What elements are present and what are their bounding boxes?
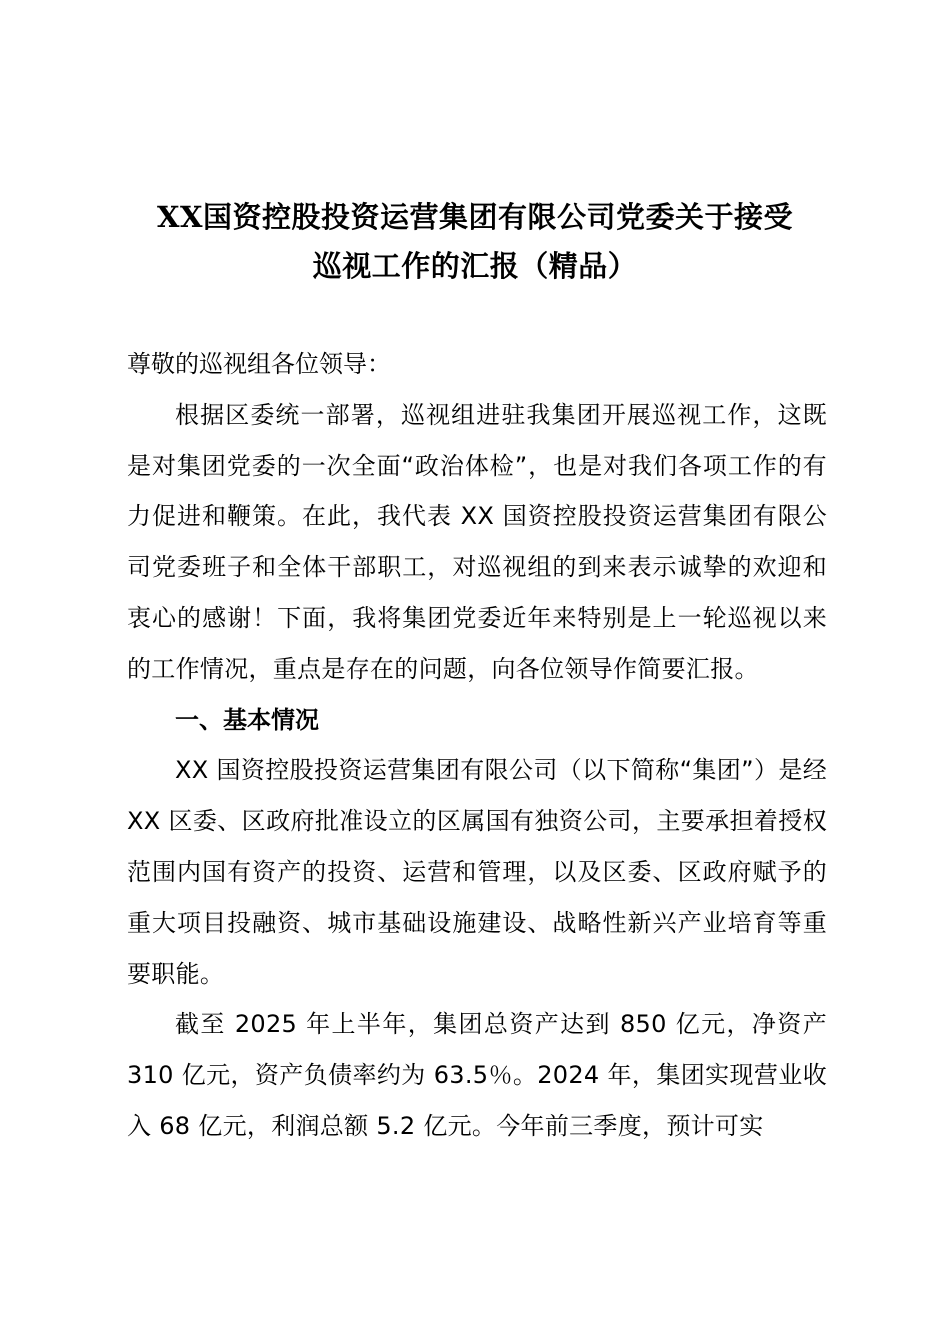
document-body [127,339,827,1152]
intro-paragraph: 根据区委统一部署，巡视组进驻我集团开展巡视工作，这既是对集团党委的一次全面“政治体检”，也是对我们各项工作的有力促进和鞭策。在此，我代表 XX 国资控股投资运营集团有限公司党委班子和全体干部职工，对巡视组的到来表示诚挚的欢迎和衷心的感谢！下面，我将集团党委近年来特别是上一轮巡视以来的工作情况，重点是存在的问题，向各位领导作简要汇报。 [127,400,827,683]
section1-paragraph-1: XX 国资控股投资运营集团有限公司（以下简称“集团”）是经 XX 区委、区政府批准设立的区属国有独资公司，主要承担着授权范围内国有资产的投资、运营和管理，以及区委、区政府赋予的重大项目投融资、城市基础设施建设、战略性新兴产业培育等重要职能。 [127,756,827,988]
section1-paragraph-2: 截至 2025 年上半年，集团总资产达到 850 亿元，净资产 310 亿元，资产负债率约为 63.5％。2024 年，集团实现营业收入 68 亿元，利润总额 5.2 亿元。今年前三季度，预计可实 [127,1010,827,1140]
document-title [110,193,840,291]
title-line-2: 巡视工作的汇报（精品） [312,249,638,283]
salutation: 尊敬的巡视组各位领导： [127,350,391,378]
section-heading-basic-situation: 一、基本情况 [175,705,319,734]
title-line-1: XX国资控股投资运营集团有限公司党委关于接受 [156,200,793,234]
